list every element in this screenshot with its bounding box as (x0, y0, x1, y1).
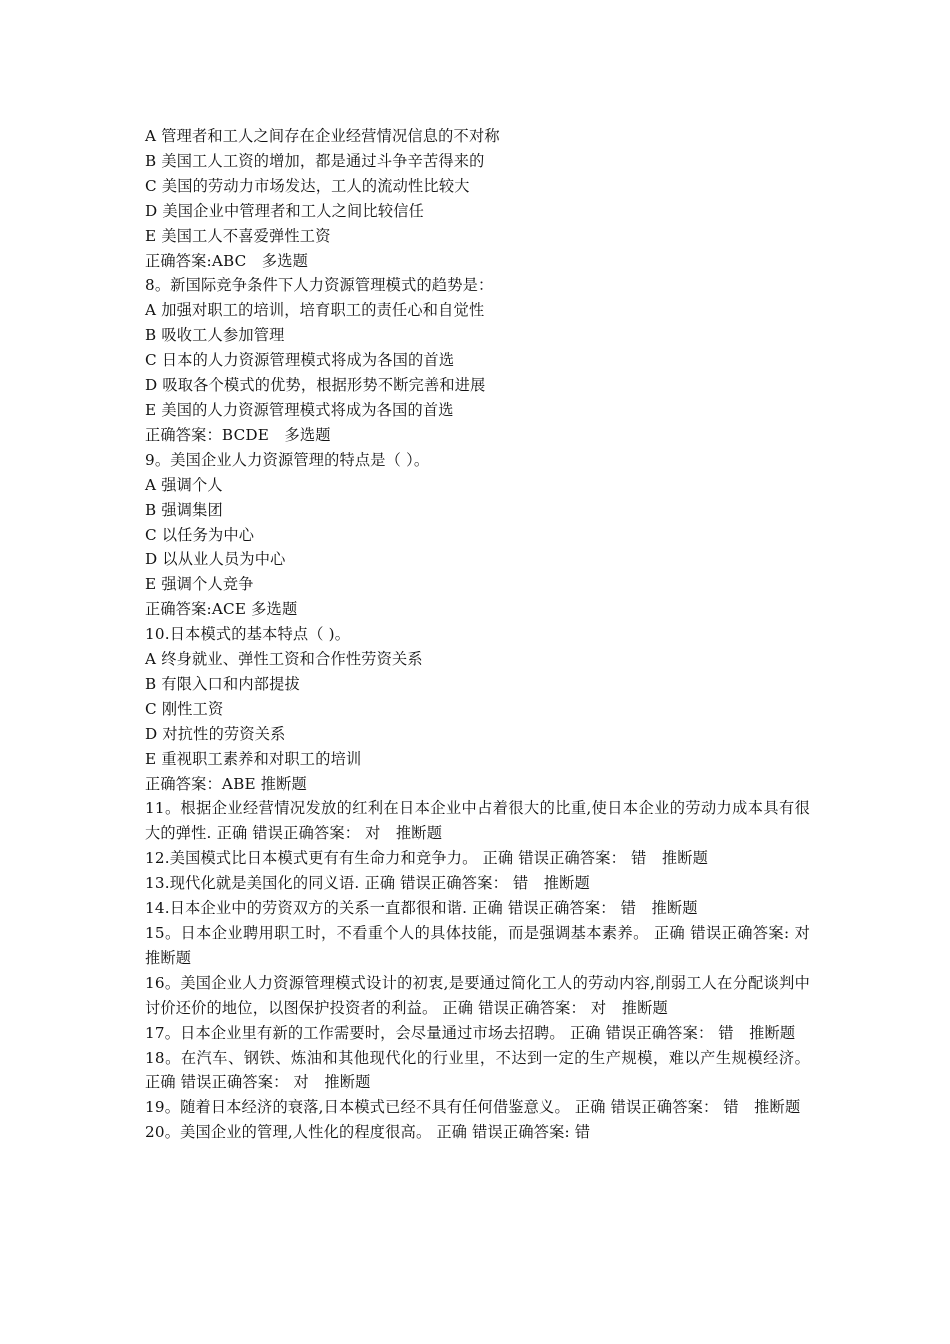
judgement-question: 13.现代化就是美国化的同义语. 正确 错误正确答案： 错 推断题 (145, 874, 590, 893)
option-line: C 刚性工资 (145, 699, 224, 718)
option-line: E 重视职工素养和对职工的培训 (145, 749, 362, 768)
option-line: C 以任务为中心 (145, 525, 255, 544)
answer-line: 正确答案:ABC 多选题 (145, 251, 309, 270)
option-line: A 管理者和工人之间存在企业经营情况信息的不对称 (145, 127, 500, 145)
judgement-question: 14.日本企业中的劳资双方的关系一直都很和谐. 正确 错误正确答案： 错 推断题 (145, 899, 698, 918)
option-line: A 强调个人 (145, 475, 223, 494)
option-line: B 强调集团 (145, 500, 223, 519)
option-line: E 美国工人不喜爱弹性工资 (145, 226, 331, 245)
judgement-question: 20。美国企业的管理,人性化的程度很高。 正确 错误正确答案: 错 (145, 1123, 591, 1142)
judgement-question: 16。美国企业人力资源管理模式设计的初衷,是要通过简化工人的劳动内容,削弱工人在分配谈判中讨价还价的地位，以图保护投资者的利益。 正确 错误正确答案： 对 推断题 (145, 973, 810, 1017)
judgement-question: 18。在汽车、钢铁、炼油和其他现代化的行业里，不达到一定的生产规模，难以产生规模经济。 正确 错误正确答案： 对 推断题 (145, 1048, 810, 1092)
option-line: A 加强对职工的培训，培育职工的责任心和自觉性 (145, 301, 485, 320)
question-line: 9。美国企业人力资源管理的特点是（ ）。 (145, 450, 430, 469)
question-line: 10.日本模式的基本特点（ )。 (145, 625, 351, 644)
option-line: B 吸收工人参加管理 (145, 326, 285, 345)
judgement-question: 11。根据企业经营情况发放的红利在日本企业中占着很大的比重,使日本企业的劳动力成本具有很大的弹性. 正确 错误正确答案： 对 推断题 (145, 799, 810, 843)
document-page (145, 124, 826, 1145)
option-line: D 对抗性的劳资关系 (145, 724, 286, 743)
option-line: D 以从业人员为中心 (145, 550, 286, 569)
question-line: 8。新国际竞争条件下人力资源管理模式的趋势是： (145, 276, 494, 295)
option-line: D 美国企业中管理者和工人之间比较信任 (145, 201, 424, 220)
judgement-question: 12.美国模式比日本模式更有有生命力和竞争力。 正确 错误正确答案： 错 推断题 (145, 849, 709, 868)
option-line: D 吸取各个模式的优势，根据形势不断完善和进展 (145, 376, 486, 395)
option-line: E 强调个人竞争 (145, 575, 254, 594)
judgement-question: 19。随着日本经济的衰落,日本模式已经不具有任何借鉴意义。 正确 错误正确答案： 错 推断题 (145, 1098, 801, 1117)
answer-line: 正确答案：BCDE 多选题 (145, 425, 331, 444)
judgement-question: 15。日本企业聘用职工时，不看重个人的具体技能，而是强调基本素养。 正确 错误正确答案: 对 推断题 (145, 924, 826, 967)
answer-line: 正确答案:ACE 多选题 (145, 600, 298, 619)
option-line: C 美国的劳动力市场发达，工人的流动性比较大 (145, 176, 470, 195)
answer-line: 正确答案：ABE 推断题 (145, 774, 307, 793)
option-line: B 美国工人工资的增加，都是通过斗争辛苦得来的 (145, 151, 485, 170)
option-line: A 终身就业、弹性工资和合作性劳资关系 (145, 650, 423, 669)
option-line: C 日本的人力资源管理模式将成为各国的首选 (145, 351, 455, 370)
option-line: E 美国的人力资源管理模式将成为各国的首选 (145, 400, 454, 419)
judgement-question: 17。日本企业里有新的工作需要时，会尽量通过市场去招聘。 正确 错误正确答案： 错 推断题 (145, 1023, 796, 1042)
option-line: B 有限入口和内部提拔 (145, 674, 300, 693)
